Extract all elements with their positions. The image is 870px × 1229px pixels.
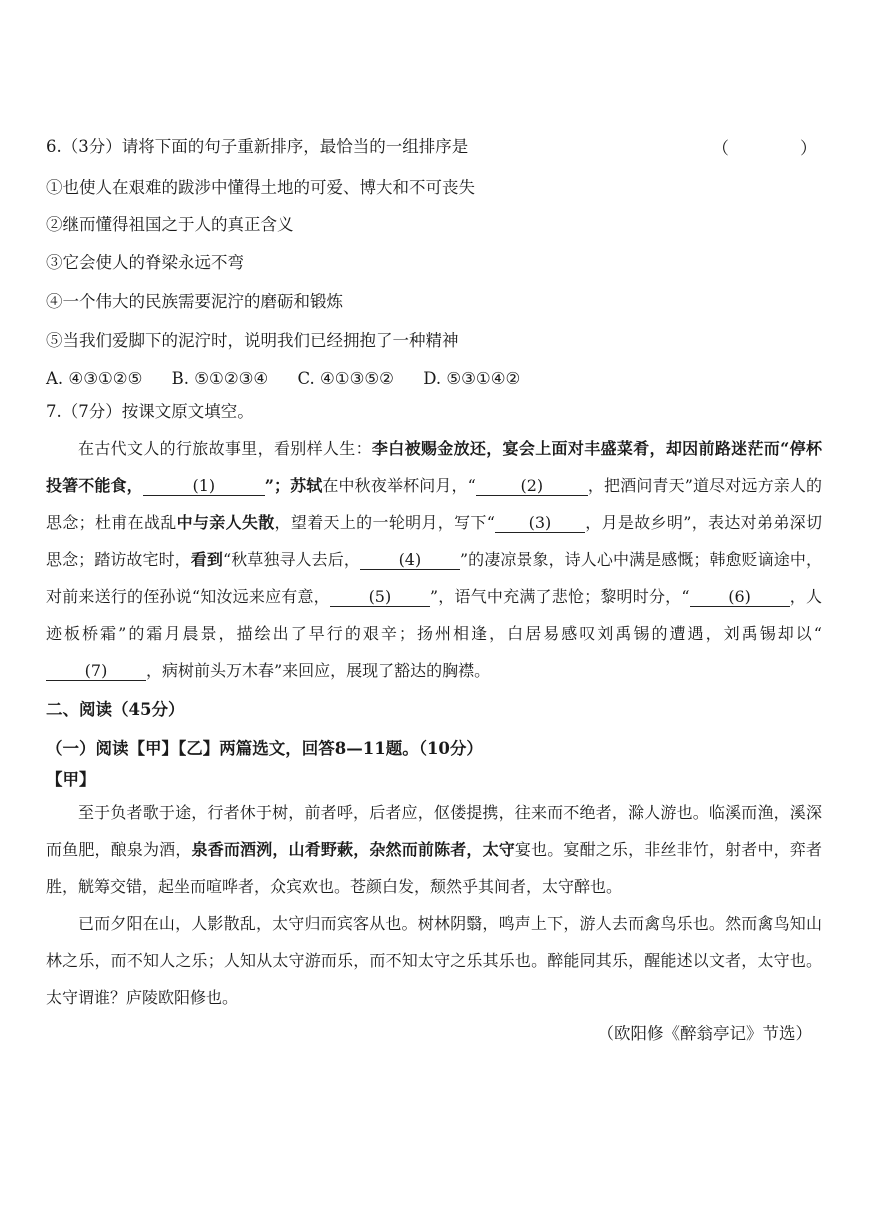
q6-option-a: A. ④③①②⑤ xyxy=(46,369,143,388)
q7-blank-3[interactable]: (3) xyxy=(495,514,585,533)
q7-text: ，望着天上的一轮明月，写下“ xyxy=(274,513,495,532)
q7-blank-2[interactable]: (2) xyxy=(476,477,588,496)
q7-text: ”的凄凉景象，诗人心中满是感慨；韩愈贬谪途中，对前来送行的侄孙说“知汝远来应有意， xyxy=(46,550,822,606)
q7-text: “秋草独寻人去后， xyxy=(222,550,360,569)
q6-stem: 6.（3分）请将下面的句子重新排序，最恰当的一组排序是 xyxy=(46,137,469,156)
q7-text: 苏轼 xyxy=(290,476,323,495)
q7-stem: 7.（7分）按课文原文填空。 xyxy=(46,402,254,421)
passage-text-bold: 泉香而酒洌，山肴野蔌，杂然而前陈者，太守 xyxy=(191,840,515,859)
q7-text: ”，语气中充满了悲怆；黎明时分，“ xyxy=(429,587,690,606)
q6-sentence-3: ③它会使人的脊梁永远不弯 xyxy=(46,253,244,272)
q7-text: 李白被赐金放还，宴会上面对丰盛菜肴，却因前路迷茫而“停杯投箸不能食， xyxy=(46,439,822,495)
q7-passage xyxy=(46,430,822,689)
passage-jia-paragraph-2: 已而夕阳在山，人影散乱，太守归而宾客从也。树林阴翳，鸣声上下，游人去而禽鸟乐也。然而禽鸟知山林之乐，而不知人之乐；人知从太守游而乐，而不知太守之乐其乐也。醉能同其乐，醒能述以文者，太守也。太守谓谁？庐陵欧阳修也。 xyxy=(46,914,822,1007)
q7-text: ，人迹板桥霜”的霜月晨景，描绘出了早行的艰辛；扬州相逢，白居易感叹刘禹锡的遭遇，刘禹锡却以“ xyxy=(46,587,822,643)
q7-text: ，月是故乡明”，表达对弟弟深切思念；踏访故宅时， xyxy=(46,513,822,569)
q7-text: ，把酒问青天”道尽对远方亲人的思念；杜甫在战乱 xyxy=(46,476,822,532)
passage-source: （欧阳修《醉翁亭记》节选） xyxy=(597,1024,812,1043)
q6-option-d: D. ⑤③①④② xyxy=(423,369,521,388)
q7-blank-7[interactable]: (7) xyxy=(46,662,146,681)
q6-sentence-1: ①也使人在艰难的跋涉中懂得土地的可爱、博大和不可丧失 xyxy=(46,178,475,197)
passage-text: 至于负者歌于途，行者休于树，前者呼，后者应，伛偻提携，往来而不绝者，滁人游也。临溪而渔，溪深而鱼肥，酿泉为酒， xyxy=(46,803,822,859)
q7-text: ，病树前头万木春”来回应，展现了豁达的胸襟。 xyxy=(146,661,491,680)
q6-option-b: B. ⑤①②③④ xyxy=(171,369,269,388)
q6-sentence-2: ②继而懂得祖国之于人的真正含义 xyxy=(46,215,294,234)
section2-subtitle: （一）阅读【甲】【乙】两篇选文，回答8—11题。（10分） xyxy=(46,739,483,758)
q7-blank-6[interactable]: (6) xyxy=(690,588,790,607)
q7-text: ”； xyxy=(264,476,291,495)
q7-blank-1[interactable]: (1) xyxy=(143,477,265,496)
q6-answer-paren-close: ） xyxy=(800,139,817,159)
q6-sentence-4: ④一个伟大的民族需要泥泞的磨砺和锻炼 xyxy=(46,292,343,311)
q7-blank-5[interactable]: (5) xyxy=(330,588,430,607)
q6-option-c: C. ④①③⑤② xyxy=(297,369,394,388)
passage-jia-label: 【甲】 xyxy=(46,770,96,789)
q7-text: 看到 xyxy=(190,550,223,569)
passage-text: 宴也。宴酣之乐，非丝非竹，射者中，弈者胜，觥筹交错，起坐而喧哗者，众宾欢也。苍颜白发，颓然乎其间者，太守醉也。 xyxy=(46,840,822,896)
section2-title: 二、阅读（45分） xyxy=(46,700,185,719)
passage-jia-paragraph-1 xyxy=(46,794,822,905)
q7-text: 在古代文人的行旅故事里，看别样人生： xyxy=(78,439,372,458)
q6-sentence-5: ⑤当我们爱脚下的泥泞时，说明我们已经拥抱了一种精神 xyxy=(46,331,459,350)
q7-text: 中与亲人失散 xyxy=(176,513,275,532)
q7-text: 在中秋夜举杯问月，“ xyxy=(322,476,476,495)
q6-answer-paren-open: （ xyxy=(712,139,729,159)
q6-options xyxy=(46,368,544,390)
q7-blank-4[interactable]: (4) xyxy=(360,551,460,570)
